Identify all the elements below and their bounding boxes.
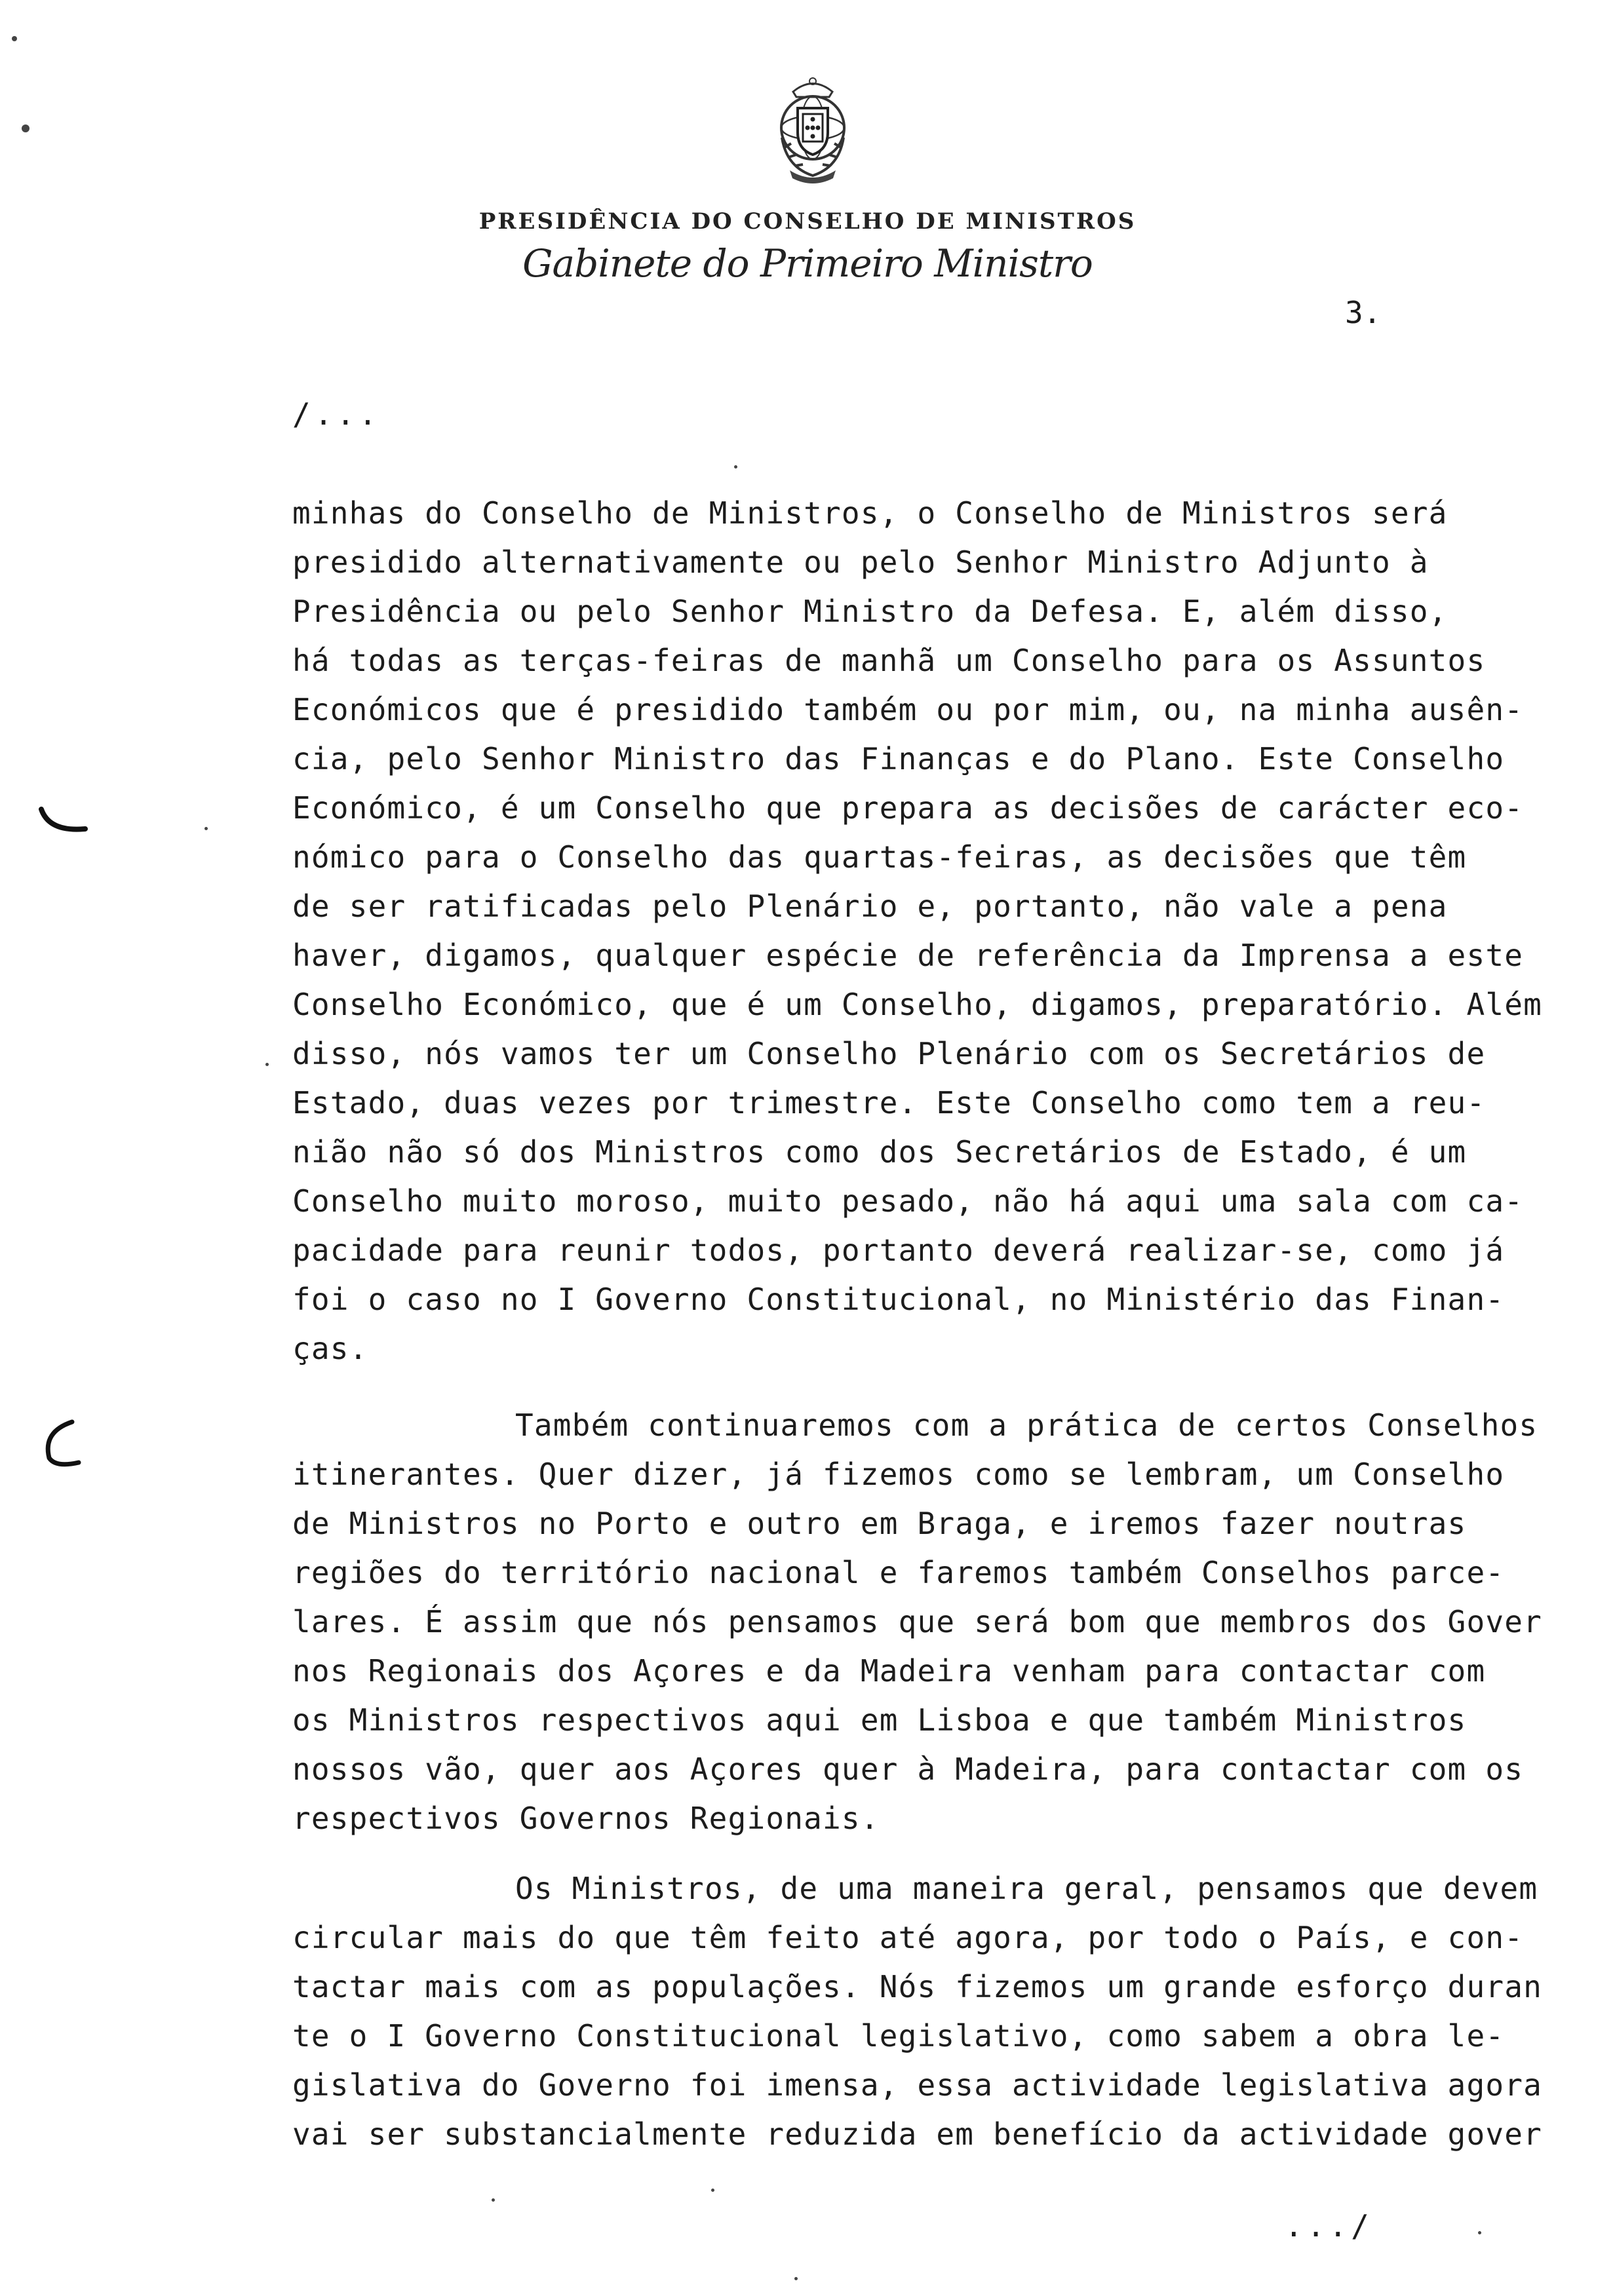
text-line: Económicos que é presidido também ou por mim, ou, na minha ausên- — [292, 692, 1524, 727]
text-line: tactar mais com as populações. Nós fizemos um grande esforço duran — [292, 1969, 1543, 2004]
text-line: vai ser substancialmente reduzida em benefício da actividade gover — [292, 2116, 1543, 2152]
scan-speck — [492, 2198, 495, 2202]
text-line: cia, pelo Senhor Ministro das Finanças e do Plano. Este Conselho — [292, 741, 1505, 776]
text-line: Económico, é um Conselho que prepara as decisões de carácter eco- — [292, 790, 1524, 826]
text-line: gislativa do Governo foi imensa, essa actividade legislativa agora — [292, 2067, 1543, 2103]
text-line: ças. — [292, 1331, 368, 1366]
scan-speck — [22, 124, 29, 132]
text-line: haver, digamos, qualquer espécie de referência da Imprensa a este — [292, 938, 1524, 973]
text-line: Conselho muito moroso, muito pesado, não há aqui uma sala com ca- — [292, 1183, 1524, 1219]
scan-speck — [794, 2277, 798, 2280]
text-line: nossos vão, quer aos Açores quer à Madeira, para contactar com os — [292, 1751, 1524, 1787]
text-line: de Ministros no Porto e outro em Braga, e iremos fazer noutras — [292, 1506, 1467, 1541]
text-line: minhas do Conselho de Ministros, o Conselho de Ministros será — [292, 495, 1448, 531]
punch-hole-mark — [36, 1415, 88, 1474]
text-line: presidido alternativamente ou pelo Senhor Ministro Adjunto à — [292, 545, 1429, 580]
text-line: há todas as terças-feiras de manhã um Conselho para os Assuntos — [292, 643, 1486, 678]
continuation-marker-bottom: .../ — [1285, 2208, 1373, 2244]
text-line: Os Ministros, de uma maneira geral, pensamos que devem — [515, 1871, 1538, 1906]
scan-speck — [12, 36, 17, 41]
text-line: nos Regionais dos Açores e da Madeira venham para contactar com — [292, 1653, 1486, 1689]
text-line: circular mais do que têm feito até agora, por todo o País, e con- — [292, 1920, 1524, 1955]
page-number: 3. — [1345, 295, 1382, 330]
text-line: regiões do território nacional e faremos também Conselhos parce- — [292, 1555, 1505, 1590]
scan-speck — [1478, 2231, 1481, 2234]
text-line: Estado, duas vezes por trimestre. Este Conselho como tem a reu- — [292, 1085, 1486, 1120]
scan-speck — [711, 2189, 714, 2192]
cabinet-signature: Gabinete do Primeiro Ministro — [522, 241, 1093, 286]
punch-hole-mark — [36, 803, 95, 842]
scan-speck — [265, 1063, 269, 1066]
text-line: lares. É assim que nós pensamos que será bom que membros dos Gover — [292, 1604, 1543, 1639]
text-line: Presidência ou pelo Senhor Ministro da Defesa. E, além disso, — [292, 594, 1448, 629]
organization-name: PRESIDÊNCIA DO CONSELHO DE MINISTROS — [478, 208, 1137, 235]
scan-speck — [734, 465, 737, 469]
text-line: nião não só dos Ministros como dos Secretários de Estado, é um — [292, 1134, 1467, 1170]
text-line: nómico para o Conselho das quartas-feiras, as decisões que têm — [292, 839, 1467, 875]
scan-speck — [204, 827, 208, 830]
paragraph-3 — [292, 1864, 1577, 2159]
text-line: disso, nós vamos ter um Conselho Plenário com os Secretários de — [292, 1036, 1486, 1071]
text-line: os Ministros respectivos aqui em Lisboa e que também Ministros — [292, 1702, 1467, 1738]
text-line: te o I Governo Constitucional legislativo, como sabem a obra le- — [292, 2018, 1505, 2054]
text-line: itinerantes. Quer dizer, já fizemos como se lembram, um Conselho — [292, 1457, 1505, 1492]
text-line: Conselho Económico, que é um Conselho, digamos, preparatório. Além — [292, 987, 1543, 1022]
continuation-marker-top: /... — [292, 396, 381, 432]
portuguese-coat-of-arms-icon — [764, 72, 862, 183]
text-line: Também continuaremos com a prática de certos Conselhos — [515, 1407, 1538, 1443]
text-line: foi o caso no I Governo Constitucional, no Ministério das Finan- — [292, 1282, 1505, 1317]
text-line: de ser ratificadas pelo Plenário e, portanto, não vale a pena — [292, 889, 1448, 924]
paragraph-1 — [292, 489, 1577, 1373]
text-line: respectivos Governos Regionais. — [292, 1801, 880, 1836]
text-line: pacidade para reunir todos, portanto deverá realizar-se, como já — [292, 1233, 1505, 1268]
paragraph-2 — [292, 1401, 1577, 1843]
